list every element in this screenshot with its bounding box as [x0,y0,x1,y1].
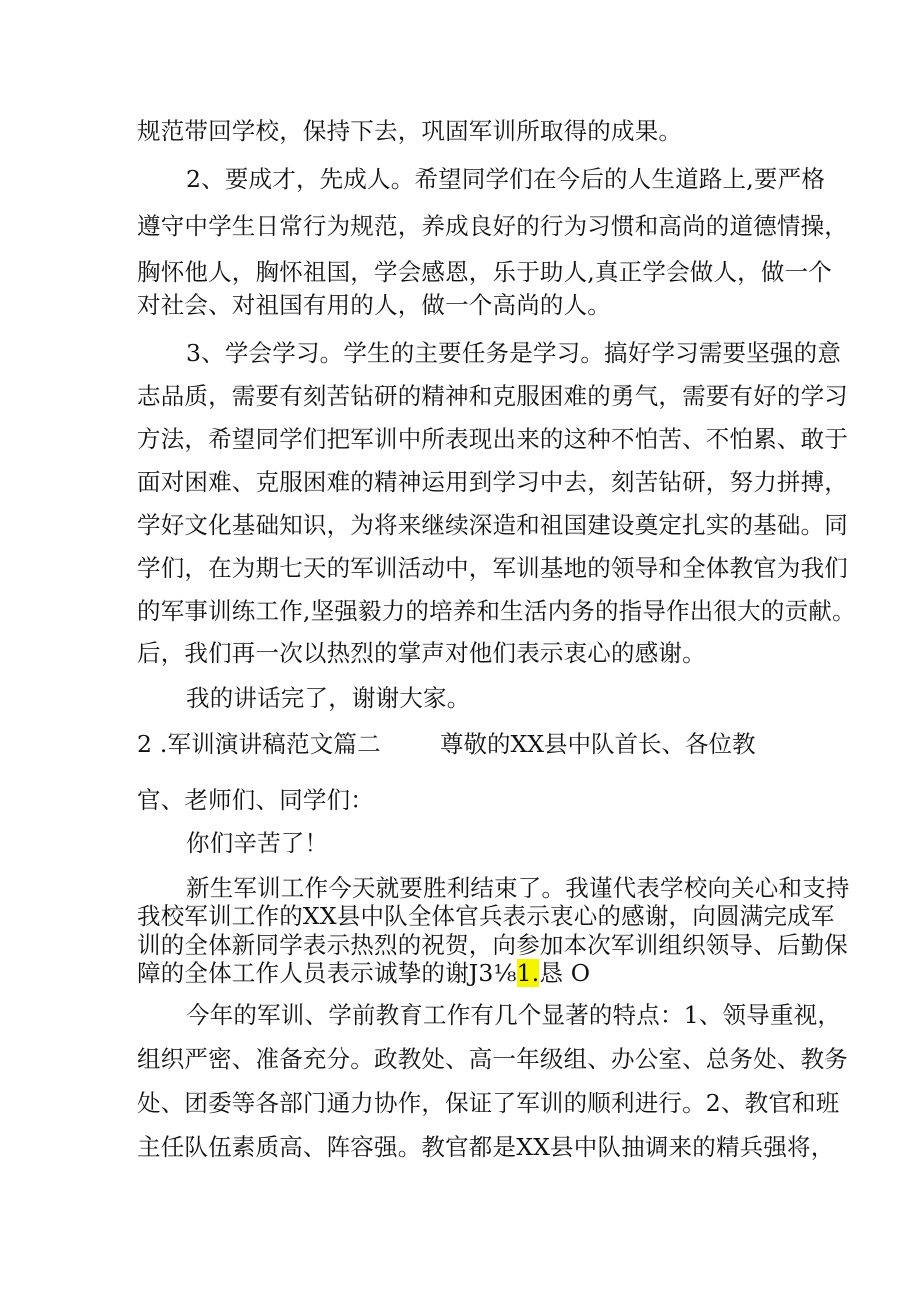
text-line: 遵守中学生日常行为规范，养成良好的行为习惯和高尚的道德情操， [137,212,848,240]
text-line: 主任队伍素质高、阵容强。教官都是XX县中队抽调来的精兵强将， [137,1133,835,1161]
text-line: 对社会、对祖国有用的人，做一个高尚的人。 [137,291,611,319]
text-line: 训的全体新同学表示热烈的祝贺，向参加本次军训组织领导、后勤保 [137,931,848,959]
text-segment: 恳 O [539,959,591,987]
text-line: 新生军训工作今天就要胜利结束了。我谨代表学校向关心和支持 [186,874,850,902]
text-line: 后，我们再一次以热烈的掌声对他们表示衷心的感谢。 [137,639,706,667]
text-line: 面对困难、克服困难的精神运用到学习中去，刻苦钻研，努力拼搏， [137,468,848,496]
text-line: 3、学会学习。学生的主要任务是学习。搞好学习需要坚强的意 [186,339,842,367]
text-line: 学们，在为期七天的军训活动中，军训基地的领导和全体教官为我们 [137,554,848,582]
salutation-start: 尊敬的XX县中队首长、各位教 [440,730,756,758]
text-line: 志品质，需要有刻苦钻研的精神和克服困难的勇气，需要有好的学习 [137,382,848,410]
text-line: 我的讲话完了，谢谢大家。 [186,684,471,712]
text-line: 方法，希望同学们把军训中所表现出来的这种不怕苦、不怕累、敢于 [137,425,848,453]
text-line: 官、老师们、同学们： [137,786,374,814]
text-line [137,958,590,988]
section-heading: 2 .军训演讲稿范文篇二 [137,730,381,758]
text-line: 今年的军训、学前教育工作有几个显著的特点：1、领导重视， [186,1001,842,1029]
text-line: 学好文化基础知识，为将来继续深造和祖国建设奠定扎实的基础。同 [137,511,848,539]
text-line: 胸怀他人，胸怀祖国，学会感恩，乐于助人,真正学会做人，做一个 [137,258,832,286]
text-segment: 障的全体工作人员表示诚挚的谢J3⅛ [137,959,517,987]
text-line: 我校军训工作的XX县中队全体官兵表示衷心的感谢，向圆满完成军 [137,902,835,930]
text-line: 组织严密、准备充分。政教处、高一年级组、办公室、总务处、教务 [137,1045,848,1073]
text-line: 你们辛苦了！ [186,829,329,857]
highlighted-text: 1. [516,959,540,987]
text-line: 2、要成才，先成人。希望同学们在今后的人生道路上,要严格 [186,165,826,193]
text-line: 的军事训练工作,坚强毅力的培养和生活内务的指导作出很大的贡献。 [137,597,856,625]
text-line: 规范带回学校，保持下去，巩固军训所取得的成果。 [137,117,683,145]
text-line: 处、团委等各部门通力协作，保证了军训的顺利进行。2、教官和班 [137,1089,840,1117]
